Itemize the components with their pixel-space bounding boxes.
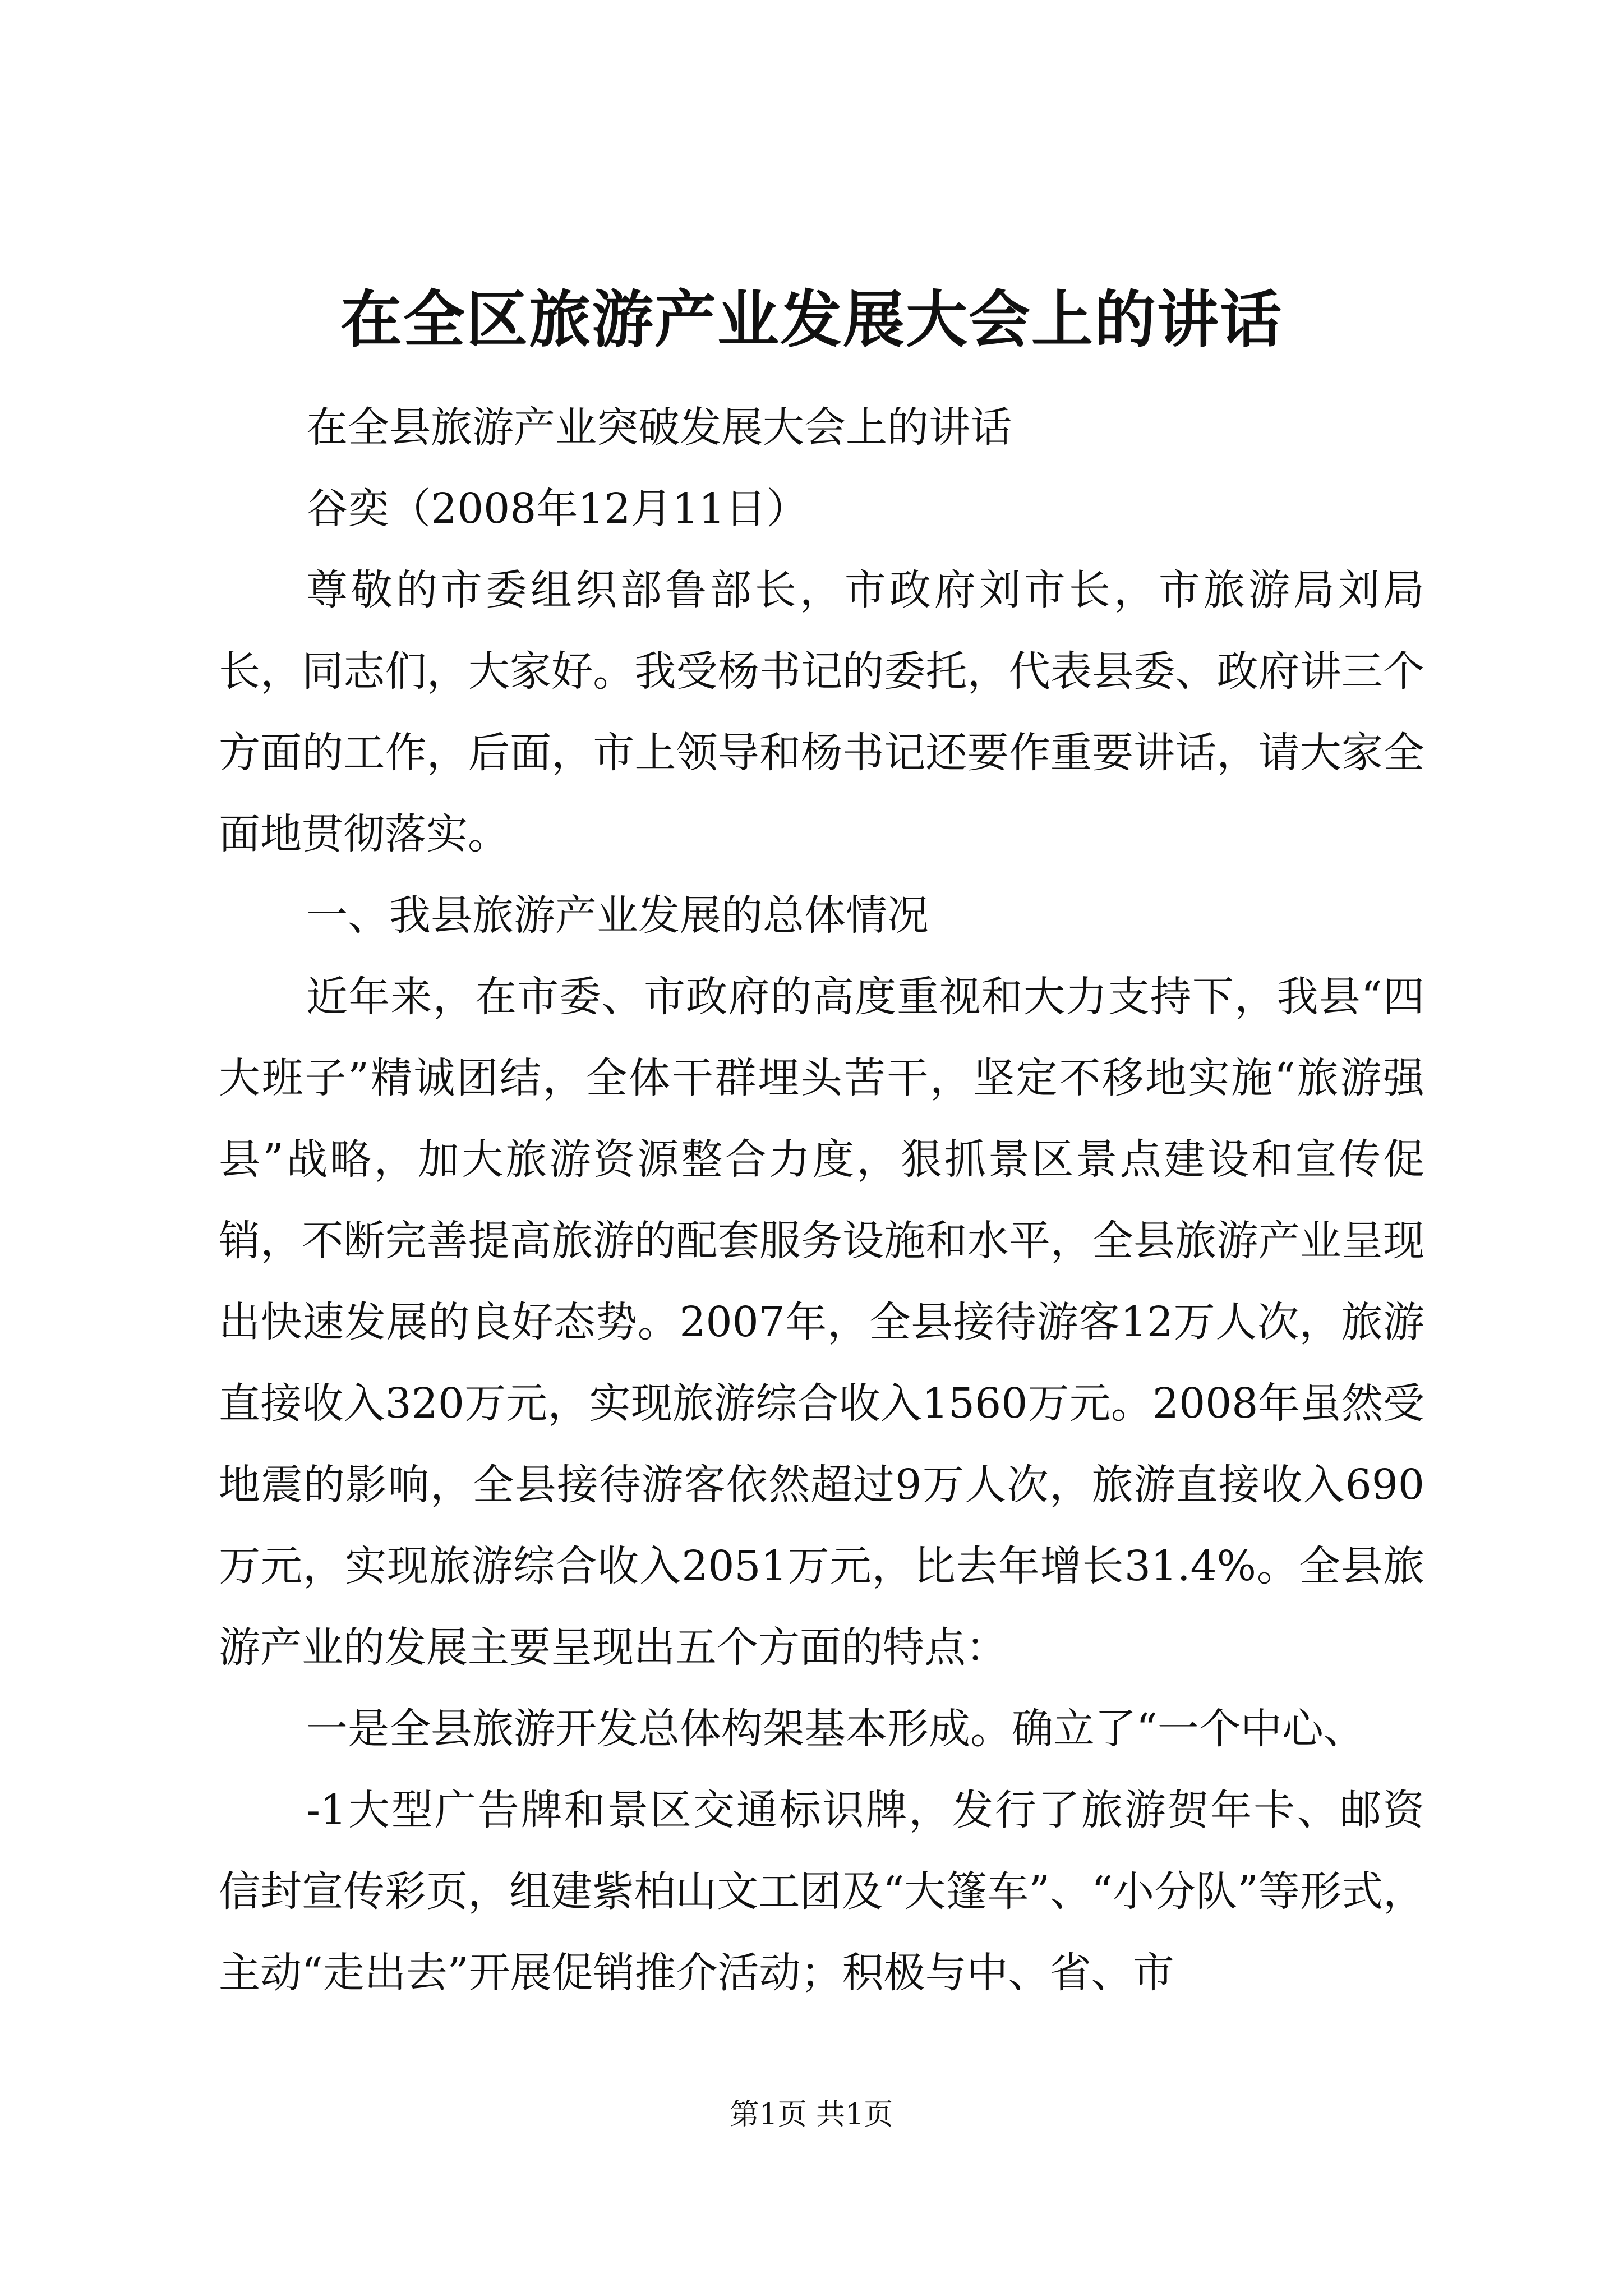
paragraph-section-heading: 一、我县旅游产业发展的总体情况 [306, 891, 929, 940]
document-body [219, 387, 1424, 2014]
paragraph-overview: 近年来，在市委、市政府的高度重视和大力支持下，我县“四大班子”精诚团结，全体干群埋头苦干，坚定不移地实施“旅游强县”战略，加大旅游资源整合力度，狠抓景区景点建设和宣传促销，不断完善提高旅游的配套服务设施和水平，全县旅游产业呈现出快速发展的良好态势。2007年，全县接待游客12万人次，旅游直接收入320万元，实现旅游综合收入1560万元。2008年虽然受地震的影响，全县接待游客依然超过9万人次，旅游直接收入690万元，实现旅游综合收入2051万元，比去年增长31.4%。全县旅游产业的发展主要呈现出五个方面的特点： [219, 973, 1424, 1672]
paragraph-promotion: -1大型广告牌和景区交通标识牌，发行了旅游贺年卡、邮资信封宣传彩页，组建紫柏山文工团及“大篷车”、“小分队”等形式，主动“走出去”开展促销推介活动；积极与中、省、市 [219, 1786, 1424, 1997]
paragraph-subtitle: 在全县旅游产业突破发展大会上的讲话 [306, 403, 1012, 452]
paragraph-author-date: 谷奕（2008年12月11日） [306, 485, 808, 533]
page-footer: 第1页 共1页 [730, 2098, 893, 2132]
document-title: 在全区旅游产业发展大会上的讲话 [340, 283, 1283, 356]
paragraph-point-one: 一是全县旅游开发总体构架基本形成。确立了“一个中心、 [306, 1705, 1365, 1753]
paragraph-greeting: 尊敬的市委组织部鲁部长，市政府刘市长，市旅游局刘局长，同志们，大家好。我受杨书记的委托，代表县委、政府讲三个方面的工作，后面，市上领导和杨书记还要作重要讲话，请大家全面地贯彻落实。 [219, 566, 1424, 858]
